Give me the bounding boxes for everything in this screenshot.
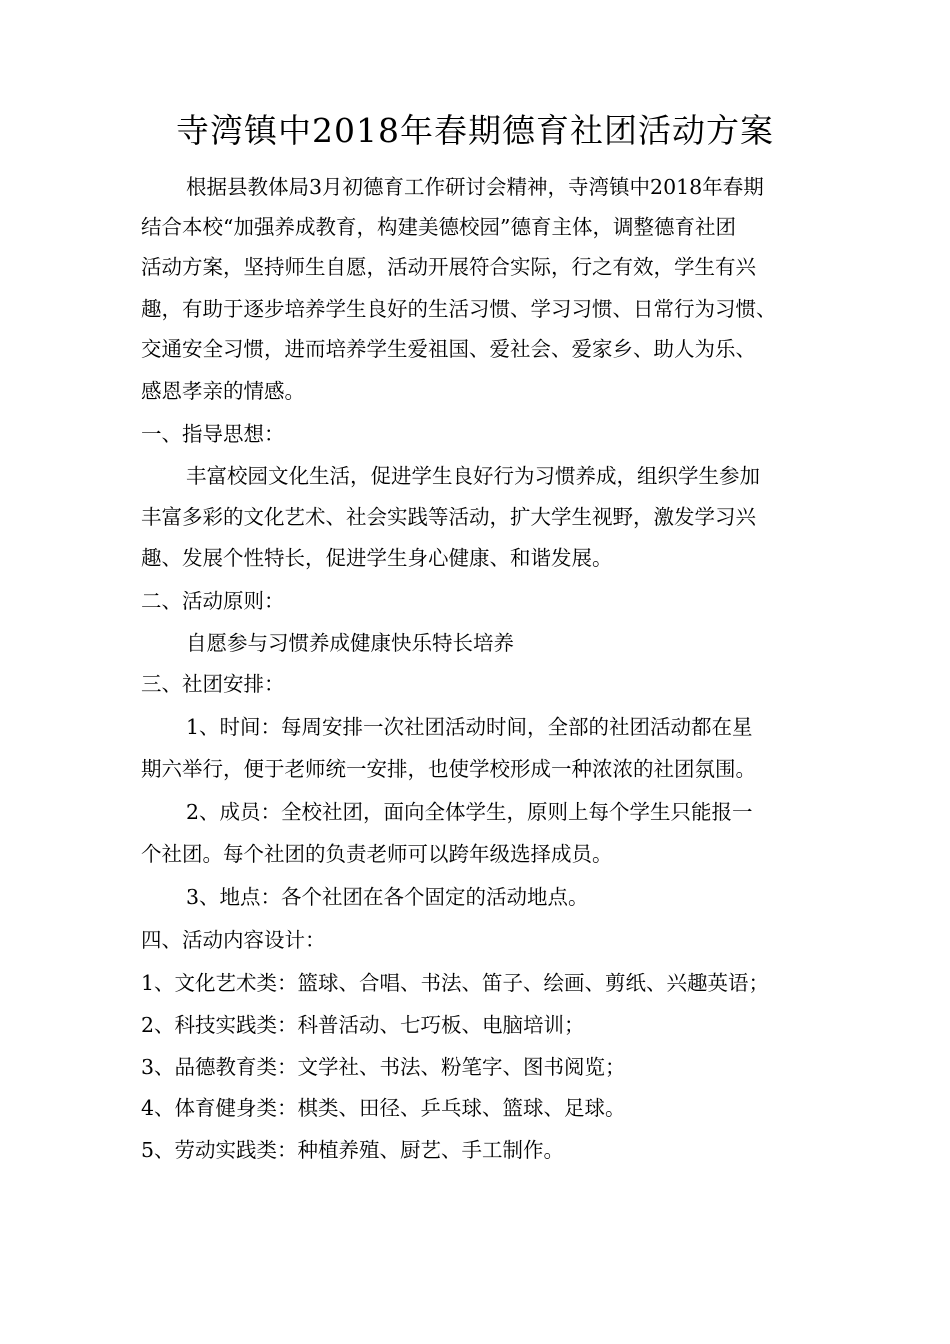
section-heading-arrangement: 三、社团安排：: [141, 672, 285, 696]
intro-line: 感恩孝亲的情感。: [141, 379, 305, 403]
arrangement-location-line: 3、地点：各个社团在各个固定的活动地点。: [186, 885, 589, 909]
content-item: 4、体育健身类：棋类、田径、乒乓球、篮球、足球。: [141, 1096, 626, 1120]
content-item: 3、品德教育类：文学社、书法、粉笔字、图书阅览；: [141, 1055, 626, 1079]
content-item: 2、科技实践类：科普活动、七巧板、电脑培训；: [141, 1013, 585, 1037]
content-item: 5、劳动实践类：种植养殖、厨艺、手工制作。: [141, 1138, 565, 1162]
intro-line: 活动方案，坚持师生自愿，活动开展符合实际，行之有效，学生有兴: [141, 255, 756, 279]
arrangement-time-line: 期六举行，便于老师统一安排，也使学校形成一种浓浓的社团氛围。: [141, 757, 756, 781]
intro-line: 结合本校“加强养成教育，构建美德校园”德育主体，调整德育社团: [141, 215, 736, 239]
section1-line: 丰富多彩的文化艺术、社会实践等活动，扩大学生视野，激发学习兴: [141, 505, 756, 529]
arrangement-members-line: 2、成员：全校社团，面向全体学生，原则上每个学生只能报一: [186, 800, 753, 824]
document-title: 寺湾镇中2018年春期德育社团活动方案: [176, 111, 774, 150]
arrangement-time-line: 1、时间：每周安排一次社团活动时间，全部的社团活动都在星: [186, 715, 753, 739]
intro-line: 交通安全习惯，进而培养学生爱祖国、爱社会、爱家乡、助人为乐、: [141, 337, 756, 361]
section1-line: 趣、发展个性特长，促进学生身心健康、和谐发展。: [141, 546, 613, 570]
section-heading-principles: 二、活动原则：: [141, 589, 285, 613]
intro-line: 根据县教体局3月初德育工作研讨会精神，寺湾镇中2018年春期: [186, 175, 764, 199]
section-heading-guiding-ideology: 一、指导思想：: [141, 422, 285, 446]
arrangement-members-line: 个社团。每个社团的负责老师可以跨年级选择成员。: [141, 842, 613, 866]
intro-line: 趣，有助于逐步培养学生良好的生活习惯、学习习惯、日常行为习惯、: [141, 297, 777, 321]
content-item: 1、文化艺术类：篮球、合唱、书法、笛子、绘画、剪纸、兴趣英语；: [141, 971, 770, 995]
section1-line: 丰富校园文化生活，促进学生良好行为习惯养成，组织学生参加: [186, 464, 760, 488]
section2-line: 自愿参与习惯养成健康快乐特长培养: [186, 631, 514, 655]
section-heading-content-design: 四、活动内容设计：: [141, 928, 326, 952]
